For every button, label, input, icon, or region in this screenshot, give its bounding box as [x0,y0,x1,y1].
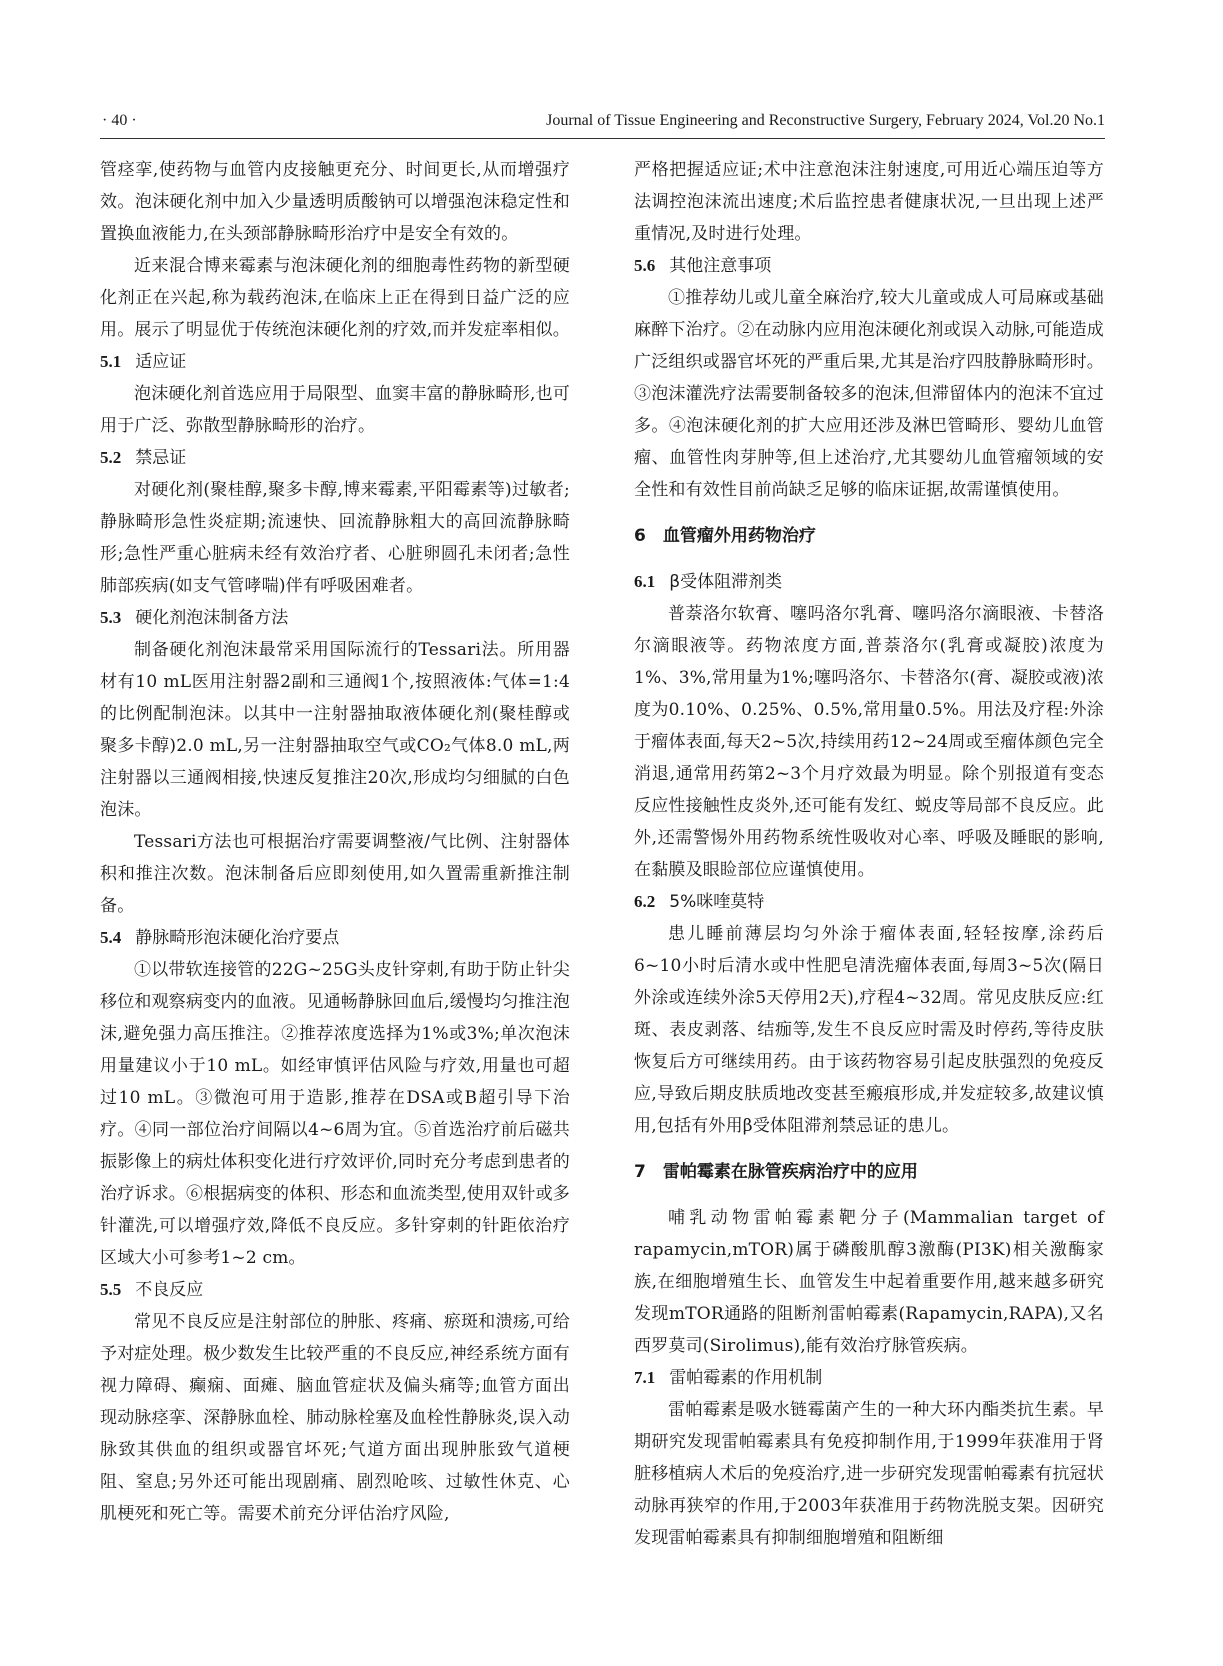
section-number: 6.2 [634,892,656,911]
paragraph: 严格把握适应证;术中注意泡沫注射速度,可用近心端压迫等方法调控泡沫流出速度;术后监控患者健康状况,一旦出现上述严重情况,及时进行处理。 [634,160,1104,244]
section-number: 7.1 [634,1368,656,1387]
page-header [100,108,1105,139]
section-number: 5.2 [100,448,122,467]
section-number: 5.4 [100,928,122,947]
section-title: 雷帕霉素的作用机制 [669,1368,823,1388]
section-title: 适应证 [135,352,187,372]
paragraph: 制备硬化剂泡沫最常采用国际流行的Tessari法。所用器材有10 mL医用注射器2副和三通阀1个,按照液体:气体=1:4的比例配制泡沫。以其中一注射器抽取液体硬化剂(聚桂醇或聚多卡醇)2.0 mL,另一注射器抽取空气或CO₂气体8.0 mL,两注射器以三通阀相接,快速反复推注20次,形成均匀细腻的白色泡沫。 [100,640,570,820]
section-title: 禁忌证 [135,448,187,468]
right-column [634,154,1104,1554]
section-number: 6.1 [634,572,656,591]
paragraph: 患儿睡前薄层均匀外涂于瘤体表面,轻轻按摩,涂药后6~10小时后清水或中性肥皂清洗瘤体表面,每周3~5次(隔日外涂或连续外涂5天停用2天),疗程4~32周。常见皮肤反应:红斑、表皮剥落、结痂等,发生不良反应时需及时停药,等待皮肤恢复后方可继续用药。由于该药物容易引起皮肤强烈的免疫反应,导致后期皮肤质地改变甚至瘢痕形成,并发症较多,故建议慎用,包括有外用β受体阻滞剂禁忌证的患儿。 [634,924,1104,1136]
paragraph: 近来混合博来霉素与泡沫硬化剂的细胞毒性药物的新型硬化剂正在兴起,称为载药泡沫,在临床上正在得到日益广泛的应用。展示了明显优于传统泡沫硬化剂的疗效,而并发症率相似。 [100,256,571,340]
section-heading-5-6 [634,250,1104,282]
paragraph: 哺乳动物雷帕霉素靶分子(Mammalian target of rapamycin,mTOR)属于磷酸肌醇3激酶(PI3K)相关激酶家族,在细胞增殖生长、血管发生中起着重要作用,越来越多研究发现mTOR通路的阻断剂雷帕霉素(Rapamycin,RAPA),又名西罗莫司(Sirolimus),能有效治疗脉管疾病。 [634,1208,1104,1356]
paragraph: 对硬化剂(聚桂醇,聚多卡醇,博来霉素,平阳霉素等)过敏者;静脉畸形急性炎症期;流速快、回流静脉粗大的高回流静脉畸形;急性严重心脏病未经有效治疗者、心脏卵圆孔未闭者;急性肺部疾病(如支气管哮喘)伴有呼吸困难者。 [100,480,570,596]
paragraph: 泡沫硬化剂首选应用于局限型、血窦丰富的静脉畸形,也可用于广泛、弥散型静脉畸形的治疗。 [100,384,570,436]
section-heading-6: 6 血管瘤外用药物治疗 [634,526,816,546]
paragraph: ①以带软连接管的22G~25G头皮针穿刺,有助于防止针尖移位和观察病变内的血液。见通畅静脉回血后,缓慢均匀推注泡沫,避免强力高压推注。②推荐浓度选择为1%或3%;单次泡沫用量建议小于10 mL。如经审慎评估风险与疗效,用量也可超过10 mL。③微泡可用于造影,推荐在DSA或B超引导下治疗。④同一部位治疗间隔以4~6周为宜。⑤首选治疗前后磁共振影像上的病灶体积变化进行疗效评价,同时充分考虑到患者的治疗诉求。⑥根据病变的体积、形态和血流类型,使用双针或多针灌洗,可以增强疗效,降低不良反应。多针穿刺的针距依治疗区域大小可参考1~2 cm。 [100,960,571,1268]
paragraph: 普萘洛尔软膏、噻吗洛尔乳膏、噻吗洛尔滴眼液、卡替洛尔滴眼液等。药物浓度方面,普萘洛尔(乳膏或凝胶)浓度为1%、3%,常用量为1%;噻吗洛尔、卡替洛尔(膏、凝胶或液)浓度为0.10%、0.25%、0.5%,常用量0.5%。用法及疗程:外涂于瘤体表面,每天2~5次,持续用药12~24周或至瘤体颜色完全消退,通常用药第2~3个月疗效最为明显。除个别报道有变态反应性接触性皮炎外,还可能有发红、蜕皮等局部不良反应。此外,还需警惕外用药物系统性吸收对心率、呼吸及睡眠的影响,在黏膜及眼睑部位应谨慎使用。 [634,604,1105,880]
section-title: 5%咪喹莫特 [669,892,765,912]
section-heading-5-5 [100,1274,570,1306]
paragraph: 雷帕霉素是吸水链霉菌产生的一种大环内酯类抗生素。早期研究发现雷帕霉素具有免疫抑制作用,于1999年获准用于肾脏移植病人术后的免疫治疗,进一步研究发现雷帕霉素有抗冠状动脉再狭窄的作用,于2003年获准用于药物洗脱支架。因研究发现雷帕霉素具有抑制细胞增殖和阻断细 [634,1400,1105,1548]
section-number: 5.1 [100,352,122,371]
section-title: 硬化剂泡沫制备方法 [135,608,289,628]
section-heading-5-2 [100,442,570,474]
paragraph: Tessari方法也可根据治疗需要调整液/气比例、注射器体积和推注次数。泡沫制备后应即刻使用,如久置需重新推注制备。 [100,832,570,916]
section-heading-7-1 [634,1362,1104,1394]
section-title: 静脉畸形泡沫硬化治疗要点 [135,928,340,948]
section-heading-7: 7 雷帕霉素在脉管疾病治疗中的应用 [634,1162,918,1182]
section-heading-5-3 [100,602,570,634]
section-heading-6-1 [634,566,1104,598]
left-column [100,154,570,1530]
section-heading-5-4 [100,922,570,954]
paragraph: 管痉挛,使药物与血管内皮接触更充分、时间更长,从而增强疗效。泡沫硬化剂中加入少量透明质酸钠可以增强泡沫稳定性和置换血液能力,在头颈部静脉畸形治疗中是安全有效的。 [100,160,570,244]
section-number: 5.6 [634,256,656,275]
section-heading-5-1 [100,346,570,378]
section-number: 5.5 [100,1280,122,1299]
paragraph: ①推荐幼儿或儿童全麻治疗,较大儿童或成人可局麻或基础麻醉下治疗。②在动脉内应用泡沫硬化剂或误入动脉,可能造成广泛组织或器官坏死的严重后果,尤其是治疗四肢静脉畸形时。③泡沫灌洗疗法需要制备较多的泡沫,但滞留体内的泡沫不宜过多。④泡沫硬化剂的扩大应用还涉及淋巴管畸形、婴幼儿血管瘤、血管性肉芽肿等,但上述治疗,尤其婴幼儿血管瘤领域的安全性和有效性目前尚缺乏足够的临床证据,故需谨慎使用。 [634,288,1105,500]
section-title: 不良反应 [135,1280,204,1300]
section-heading-6-2 [634,886,1104,918]
section-title: β受体阻滞剂类 [669,572,783,592]
section-number: 5.3 [100,608,122,627]
paragraph: 常见不良反应是注射部位的肿胀、疼痛、瘀斑和溃疡,可给予对症处理。极少数发生比较严重的不良反应,神经系统方面有视力障碍、癫痫、面瘫、脑血管症状及偏头痛等;血管方面出现动脉痉挛、深静脉血栓、肺动脉栓塞及血栓性静脉炎,误入动脉致其供血的组织或器官坏死;气道方面出现肿胀致气道梗阻、窒息;另外还可能出现剧痛、剧烈呛咳、过敏性休克、心肌梗死和死亡等。需要术前充分评估治疗风险, [100,1312,571,1524]
page-number: · 40 · [102,112,137,129]
section-title: 其他注意事项 [669,256,772,276]
journal-title: Journal of Tissue Engineering and Reconstructive Surgery, February 2024, Vol.20 No.1 [546,112,1105,129]
